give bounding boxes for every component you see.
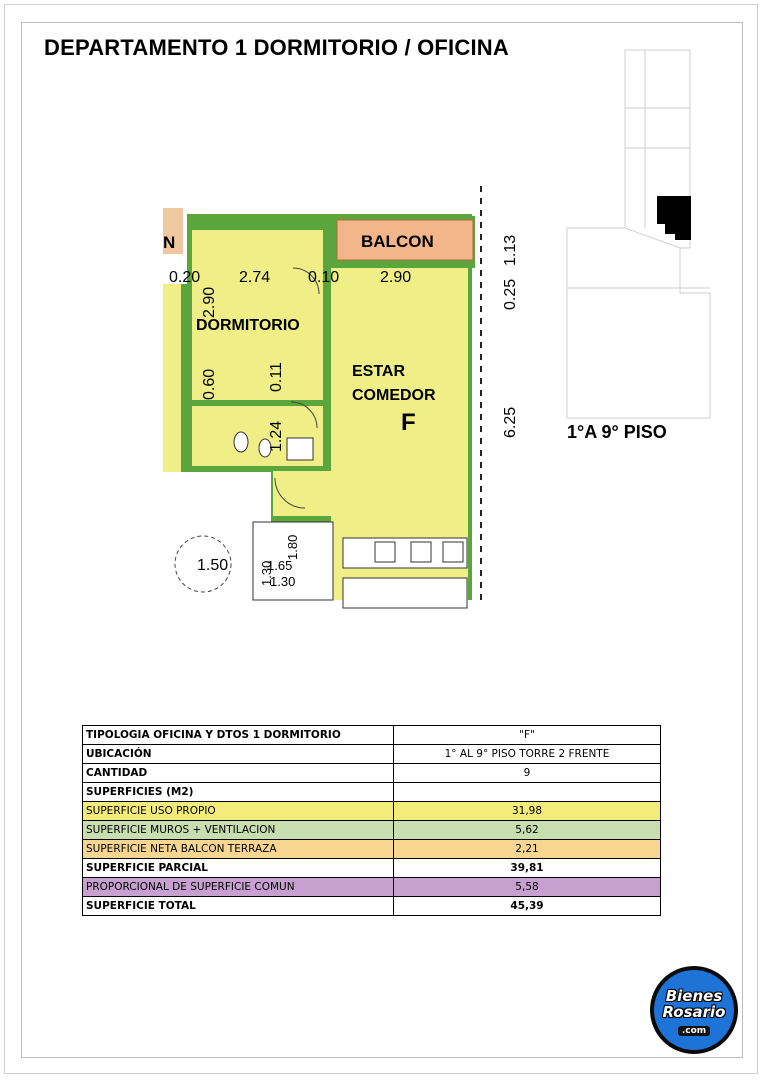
- table-row: [83, 726, 661, 745]
- key-plan: [565, 48, 715, 420]
- row-value: 45,39: [394, 897, 661, 916]
- row-label: SUPERFICIES (M2): [83, 783, 394, 802]
- label-dormitorio: DORMITORIO: [196, 317, 300, 334]
- row-value: 31,98: [394, 802, 661, 821]
- label-balcon: BALCON: [361, 232, 434, 251]
- label-comedor: COMEDOR: [352, 387, 436, 404]
- row-value: 5,58: [394, 878, 661, 897]
- logo-text-line1: Bienes: [665, 987, 723, 1005]
- unit-location-marker: [657, 196, 691, 240]
- row-label: SUPERFICIE NETA BALCON TERRAZA: [83, 840, 394, 859]
- dim-d8: 1.24: [268, 420, 285, 452]
- row-label: PROPORCIONAL DE SUPERFICIE COMUN: [83, 878, 394, 897]
- dim-d2: 2.74: [239, 269, 271, 286]
- row-label: SUPERFICIE MUROS + VENTILACION: [83, 821, 394, 840]
- row-value: 9: [394, 764, 661, 783]
- floor-plan: [163, 186, 519, 600]
- logo-text-line2: Rosario: [662, 1003, 726, 1021]
- row-value: 2,21: [394, 840, 661, 859]
- label-unit: F: [401, 409, 416, 436]
- label-left-partial: N: [163, 233, 176, 252]
- hall-area: [273, 471, 331, 516]
- label-estar: ESTAR: [352, 363, 406, 380]
- table-row: [83, 802, 661, 821]
- row-label: SUPERFICIE TOTAL: [83, 897, 394, 916]
- dim-d11: 6.25: [502, 406, 519, 438]
- floor-label: 1°A 9° PISO: [567, 422, 667, 442]
- dim-d13: 1.80: [285, 534, 300, 560]
- row-value: 1° AL 9° PISO TORRE 2 FRENTE: [394, 745, 661, 764]
- table-row: [83, 764, 661, 783]
- logo-badge: [654, 970, 734, 1050]
- toilet-icon: [234, 432, 248, 452]
- row-label: UBICACIÓN: [83, 745, 394, 764]
- row-label: SUPERFICIE PARCIAL: [83, 859, 394, 878]
- table-row: [83, 859, 661, 878]
- table-row: [83, 897, 661, 916]
- dim-d3: 0.10: [308, 269, 340, 286]
- brand-logo[interactable]: [650, 966, 738, 1054]
- table-row: [83, 745, 661, 764]
- table-row: [83, 821, 661, 840]
- dim-d7: 0.11: [268, 362, 285, 392]
- table-row: [83, 840, 661, 859]
- dim-d1: 0.20: [169, 269, 201, 286]
- row-value: [394, 783, 661, 802]
- dim-d5: 2.90: [201, 286, 218, 318]
- row-label: SUPERFICIE USO PROPIO: [83, 802, 394, 821]
- lavatory-icon: [287, 438, 313, 460]
- dim-d6: 0.60: [201, 368, 218, 400]
- dim-d14: 1.30: [259, 560, 274, 586]
- table-row: [83, 878, 661, 897]
- logo-text-line3: .com: [678, 1026, 710, 1036]
- row-label: TIPOLOGIA OFICINA Y DTOS 1 DORMITORIO: [83, 726, 394, 745]
- kitchen-counter-lower: [343, 578, 467, 608]
- row-label: CANTIDAD: [83, 764, 394, 783]
- dim-d12: 1.50: [197, 557, 229, 574]
- dim-d15: 1.65: [267, 558, 293, 573]
- page-title: DEPARTAMENTO 1 DORMITORIO / OFICINA: [44, 35, 509, 60]
- dim-d9: 0.25: [502, 278, 519, 310]
- dim-d16: 1.30: [270, 574, 296, 589]
- dim-d4: 2.90: [380, 269, 412, 286]
- row-value: 39,81: [394, 859, 661, 878]
- table-row: [83, 783, 661, 802]
- dim-d10: 1.13: [502, 234, 519, 266]
- surface-table: [82, 725, 661, 916]
- row-value: 5,62: [394, 821, 661, 840]
- row-value: "F": [394, 726, 661, 745]
